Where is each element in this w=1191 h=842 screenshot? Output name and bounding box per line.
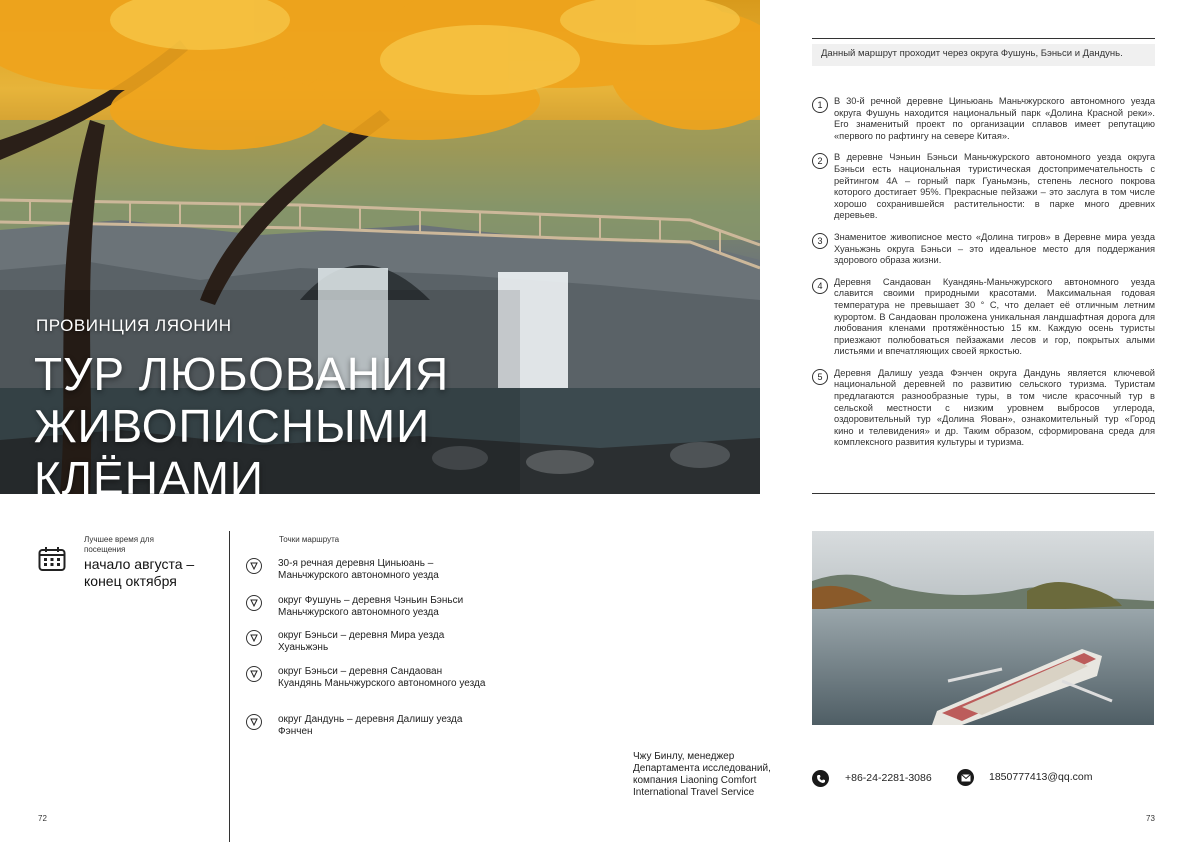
- route-item: [246, 714, 486, 737]
- route-title: Точки маршрута: [279, 535, 340, 544]
- hero-title-line: ТУР ЛЮБОВАНИЯ: [34, 348, 450, 400]
- point-text: Деревня Далишу уезда Фэнчен округа Дандунь является ключевой национальной деревней по развитию сельского туризма. Туристам предлагаются разнообразные туры, в том числе красочный тур в сельской местности с низким уровнем выбросов углерода, оздоровительный тур «Долина Яован», ознакомительный тур «Город кино и телевидения» и др. Таким образом, сформирована среда для комплексного развития культуры и туризма.: [834, 367, 1155, 448]
- route-item: [246, 630, 486, 653]
- route-item: [246, 666, 486, 689]
- hero-title: [34, 348, 734, 494]
- route-item-text: округ Бэньси – деревня Мира уезда Хуаньжэнь: [278, 630, 445, 653]
- location-pin-icon: [246, 595, 262, 611]
- list-item: [812, 277, 1155, 358]
- route-item-text: округ Фушунь – деревня Чэньин Бэньси Маньчжурского автономного уезда: [278, 595, 464, 618]
- manager-credit: Чжу Бинлу, менеджер Департамента исследований, компания Liaoning Comfort International Travel Service: [633, 751, 771, 798]
- phone-number: +86-24-2281-3086: [845, 772, 932, 784]
- hero-title-line: КЛЁНАМИ: [34, 452, 264, 494]
- point-text: Деревня Сандаован Куандянь-Маньчжурского автономного уезда славится своими природными красотами. Максимальная годовая температура не превышает 30 ° С, что делает её отличным летним курортом. В Сандаован проложена уникальная ландшафтная дорога для любования кленами протяжённостью 15 км. Каждую осень туристы приезжают полюбоваться пейзажами лесов и гор, покрытых алыми листьями и впечатляющих своей яркостью.: [834, 276, 1155, 357]
- point-number: 5: [812, 369, 828, 385]
- top-rule: [812, 38, 1155, 39]
- email-icon: [957, 769, 974, 786]
- point-number: 1: [812, 97, 828, 113]
- location-pin-icon: [246, 666, 262, 682]
- point-number: 4: [812, 278, 828, 294]
- hero-subtitle: ПРОВИНЦИЯ ЛЯОНИН: [36, 316, 232, 335]
- route-item-text: 30-я речная деревня Циньюань – Маньчжурского автономного уезда: [278, 558, 439, 581]
- lake-boat-photo: [812, 531, 1154, 725]
- vertical-divider: [229, 531, 230, 842]
- route-item-text: округ Дандунь – деревня Далишу уезда Фэнчен: [278, 714, 463, 737]
- page-number-right: 73: [1146, 814, 1155, 823]
- location-pin-icon: [246, 714, 262, 730]
- bottom-rule: [812, 493, 1155, 494]
- calendar-icon: [38, 546, 66, 577]
- route-item-text: округ Бэньси – деревня Сандаован Куандянь Маньчжурского автономного уезда: [278, 666, 486, 689]
- point-number: 3: [812, 233, 828, 249]
- list-item: [812, 96, 1155, 142]
- hero-photo: [0, 0, 760, 494]
- best-time-value: начало августа – конец октября: [84, 556, 195, 589]
- point-text: Знаменитое живописное место «Долина тигров» в Деревне мира уезда Хуаньжэнь округа Бэньси – это идеальное место для поддержания здорового образа жизни.: [834, 231, 1155, 266]
- location-pin-icon: [246, 558, 262, 574]
- point-text: В 30-й речной деревне Циньюань Маньчжурского автономного уезда округа Фушунь находится национальный парк «Долина Красной реки». Его знаменитый проект по организации сплавов имеет репутацию «первого по рафтингу на севере Китая».: [834, 96, 1155, 141]
- email-address: 1850777413@qq.com: [989, 771, 1093, 783]
- list-item: [812, 368, 1155, 449]
- location-pin-icon: [246, 630, 262, 646]
- point-number: 2: [812, 153, 828, 169]
- route-item: [246, 595, 486, 618]
- list-item: [812, 232, 1155, 267]
- list-item: [812, 152, 1155, 222]
- phone-icon: [812, 770, 829, 787]
- points-list: [812, 96, 1155, 459]
- page-number-left: 72: [38, 814, 47, 823]
- route-item: [246, 558, 486, 581]
- intro-box: Данный маршрут проходит через округа Фушунь, Бэньси и Дандунь.: [812, 44, 1155, 66]
- best-time-label: Лучшее время для посещения: [84, 535, 154, 554]
- point-text: В деревне Чэньин Бэньси Маньчжурского автономного уезда округа Бэньси есть национальная туристическая достопримечательность с рейтингом 4А – горный парк Гуаньмэнь, степень лесного покрова которого достигает 95%. Прекрасные пейзажи – это заслуга в том числе хорошо сохранившейся растительности: в парке много древних деревьев.: [834, 152, 1155, 221]
- hero-title-line: ЖИВОПИСНЫМИ: [34, 400, 431, 452]
